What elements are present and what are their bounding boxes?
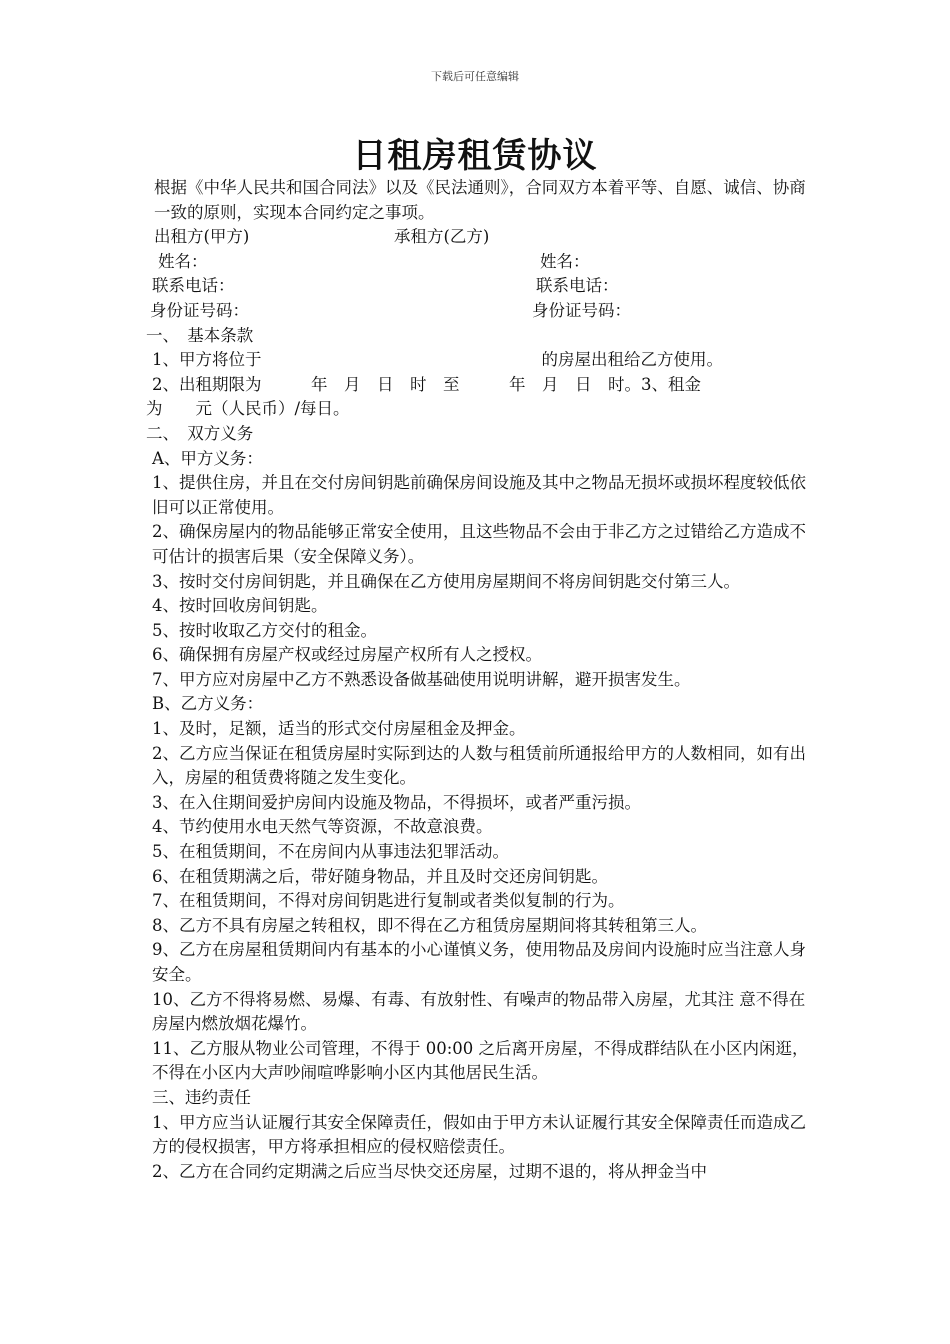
list-item: 9、乙方在房屋租赁期间内有基本的小心谨慎义务，使用物品及房间内设施时应当注意人身安全。 bbox=[152, 940, 806, 984]
list-item: 5、按时收取乙方交付的租金。 bbox=[152, 620, 377, 640]
list-item: 1、甲方应当认证履行其安全保障责任，假如由于甲方未认证履行其安全保障责任而造成乙方的侵权损害，甲方将承担相应的侵权赔偿责任。 bbox=[152, 1112, 806, 1157]
name-row bbox=[146, 250, 814, 275]
lessee-phone-label: 联系电话： bbox=[536, 276, 619, 296]
list-item: 4、按时回收房间钥匙。 bbox=[152, 596, 328, 616]
list-item: 7、在租赁期间，不得对房间钥匙进行复制或者类似复制的行为。 bbox=[152, 891, 625, 911]
list-item: 7、甲方应对房屋中乙方不熟悉设备做基础使用说明讲解，避开损害发生。 bbox=[152, 669, 691, 689]
preamble: 根据《中华人民共和国合同法》以及《民法通则》，合同双方本着平等、自愿、诚信、协商一致的原则，实现本合同约定之事项。 bbox=[154, 178, 806, 222]
header-note: 下载后可任意编辑 bbox=[431, 70, 519, 83]
section2-b-heading: B、乙方义务： bbox=[152, 694, 264, 714]
list-item: 3、按时交付房间钥匙，并且确保在乙方使用房屋期间不将房间钥匙交付第三人。 bbox=[152, 571, 740, 591]
section3-heading: 三、违约责任 bbox=[152, 1087, 251, 1107]
list-item: 5、在租赁期间，不在房间内从事违法犯罪活动。 bbox=[152, 842, 509, 862]
list-item: 2、乙方在合同约定期满之后应当尽快交还房屋，过期不退的，将从押金当中 bbox=[152, 1161, 707, 1181]
lessor-id-label: 身份证号码： bbox=[150, 300, 249, 320]
phone-row bbox=[146, 274, 814, 299]
list-item: 8、乙方不具有房屋之转租权，即不得在乙方租赁房屋期间将其转租第三人。 bbox=[152, 915, 707, 935]
section2-a-heading: A、甲方义务： bbox=[152, 448, 263, 468]
list-item: 6、在租赁期满之后，带好随身物品，并且及时交还房间钥匙。 bbox=[152, 866, 608, 886]
list-item: 6、确保拥有房屋产权或经过房屋产权所有人之授权。 bbox=[152, 645, 542, 665]
list-item: 4、节约使用水电天然气等资源，不故意浪费。 bbox=[152, 817, 493, 837]
list-item: 1、及时，足额，适当的形式交付房屋租金及押金。 bbox=[152, 719, 526, 739]
list-item: 2、乙方应当保证在租赁房屋时实际到达的人数与租赁前所通报给甲方的人数相同，如有出入，房屋的租赁费将随之发生变化。 bbox=[152, 743, 806, 788]
party-labels-row bbox=[146, 225, 814, 250]
section1-item1-b: 的房屋出租给乙方使用。 bbox=[541, 350, 723, 370]
section1-item2-line2: 为 元（人民币）/每日。 bbox=[146, 399, 350, 419]
lessee-label: 承租方(乙方) bbox=[394, 227, 490, 247]
section2-heading: 二、 双方义务 bbox=[146, 423, 254, 443]
lessee-id-label: 身份证号码： bbox=[532, 300, 631, 320]
list-item: 11、乙方服从物业公司管理，不得于 00:00 之后离开房屋，不得成群结队在小区内闲逛，不得在小区内大声吵闹喧哗影响小区内其他居民生活。 bbox=[152, 1038, 809, 1083]
section1-item1-a: 1、甲方将位于 bbox=[152, 350, 262, 370]
lessor-phone-label: 联系电话： bbox=[152, 276, 235, 296]
section1-item2-line1: 2、出租期限为 年 月 日 时 至 年 月 日 时。3、租金 bbox=[152, 374, 701, 394]
id-row bbox=[146, 299, 814, 324]
lessor-label: 出租方(甲方) bbox=[154, 227, 250, 247]
list-item: 10、乙方不得将易燃、易爆、有毒、有放射性、有噪声的物品带入房屋，尤其注 意不得在房屋内燃放烟花爆竹。 bbox=[152, 989, 806, 1034]
section1-item1 bbox=[146, 348, 814, 373]
page-title: 日租房租赁协议 bbox=[352, 136, 598, 176]
lessee-name-label: 姓名： bbox=[540, 251, 590, 271]
lessor-name-label: 姓名： bbox=[158, 251, 208, 271]
section1-heading: 一、 基本条款 bbox=[146, 325, 254, 345]
document-body bbox=[146, 176, 814, 1184]
list-item: 3、在入住期间爱护房间内设施及物品，不得损坏，或者严重污损。 bbox=[152, 792, 641, 812]
list-item: 1、提供住房，并且在交付房间钥匙前确保房间设施及其中之物品无损坏或损坏程度较低依旧可以正常使用。 bbox=[152, 473, 806, 517]
list-item: 2、确保房屋内的物品能够正常安全使用，且这些物品不会由于非乙方之过错给乙方造成不可估计的损害后果（安全保障义务）。 bbox=[152, 522, 806, 566]
